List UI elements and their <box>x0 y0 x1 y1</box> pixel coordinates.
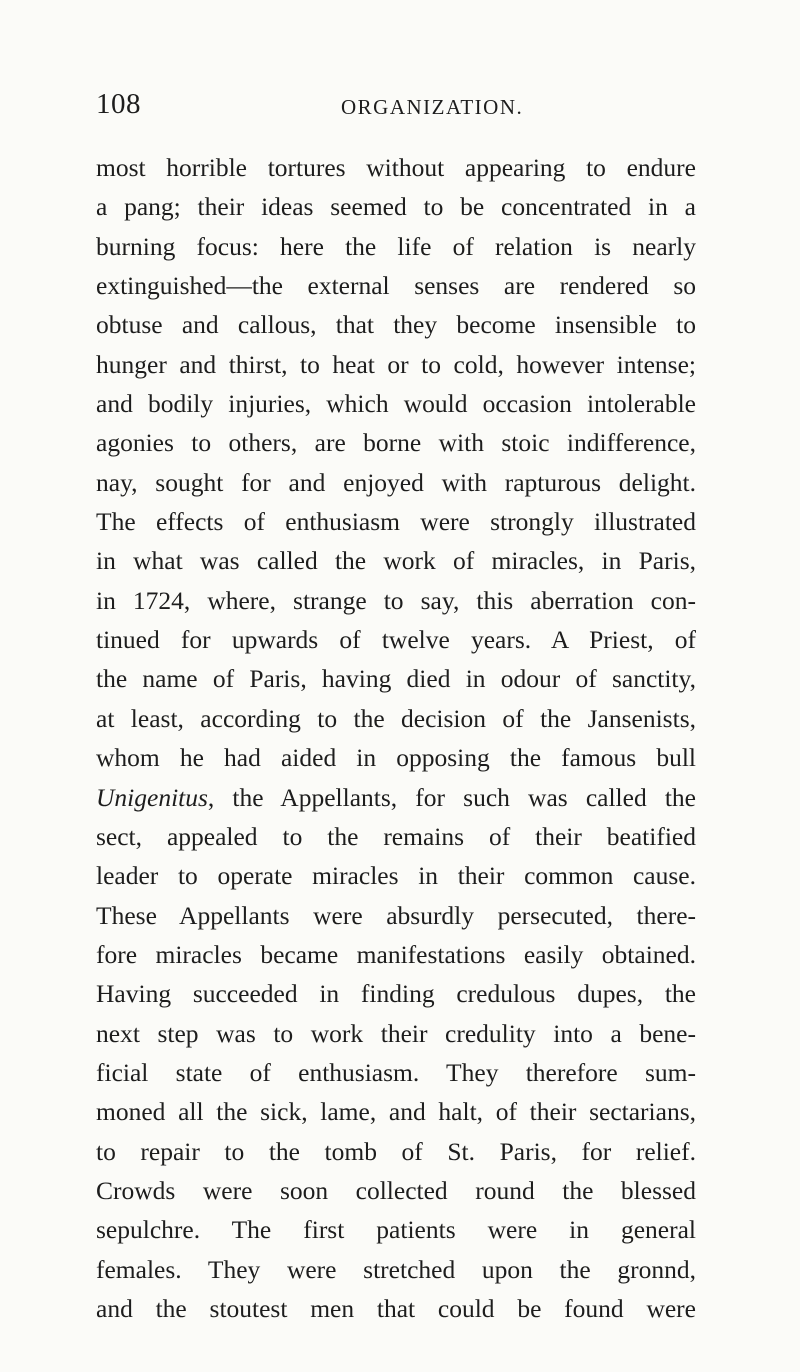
text-span: leader to operate miracles in their common cause. <box>96 861 696 891</box>
text-line <box>96 1210 696 1249</box>
text-line <box>96 187 696 226</box>
text-span: extinguished—the external senses are rendered so <box>96 271 696 301</box>
page-number: 108 <box>96 88 141 120</box>
text-line <box>96 541 696 580</box>
text-line <box>96 266 696 305</box>
text-line <box>96 817 696 856</box>
text-span: sepulchre. The first patients were in general <box>96 1215 696 1245</box>
text-line <box>96 738 696 777</box>
text-line <box>96 935 696 974</box>
text-span: and the stoutest men that could be found were <box>96 1293 696 1323</box>
text-span: the name of Paris, having died in odour of sanctity, <box>96 664 696 694</box>
page-header <box>96 84 696 124</box>
running-head: ORGANIZATION. <box>341 95 524 119</box>
text-span: tinued for upwards of twelve years. A Priest, of <box>96 625 696 655</box>
text-span: burning focus: here the life of relation is nearly <box>96 231 696 261</box>
text-span: in 1724, where, strange to say, this aberration con- <box>96 585 696 615</box>
text-span: moned all the sick, lame, and halt, of their sectarians, <box>96 1097 696 1127</box>
text-line <box>96 1053 696 1092</box>
text-span: obtuse and callous, that they become insensible to <box>96 310 696 340</box>
text-line <box>96 659 696 698</box>
text-span: , the Appellants, for such was called the <box>207 782 696 812</box>
text-line <box>96 345 696 384</box>
text-span: These Appellants were absurdly persecuted, there- <box>96 900 696 930</box>
italic-text: Unigenitus <box>96 782 208 812</box>
text-span: hunger and thirst, to heat or to cold, however intense; <box>96 349 696 379</box>
text-line <box>96 1132 696 1171</box>
text-line <box>96 1092 696 1131</box>
text-line <box>96 699 696 738</box>
text-line <box>96 974 696 1013</box>
text-span: ficial state of enthusiasm. They therefore sum- <box>96 1057 696 1087</box>
text-line <box>96 305 696 344</box>
text-line <box>96 384 696 423</box>
text-span: females. They were stretched upon the gronnd, <box>96 1254 696 1284</box>
text-span: nay, sought for and enjoyed with rapturous delight. <box>96 467 696 497</box>
text-line <box>96 502 696 541</box>
text-line <box>96 581 696 620</box>
text-line <box>96 1014 696 1053</box>
text-span: most horrible tortures without appearing to endure <box>96 153 696 182</box>
text-span: Having succeeded in finding credulous dupes, the <box>96 979 696 1009</box>
text-span: whom he had aided in opposing the famous bull <box>96 743 696 773</box>
text-span: a pang; their ideas seemed to be concentrated in a <box>96 192 696 222</box>
text-line <box>96 1250 696 1289</box>
text-span: agonies to others, are borne with stoic indifference, <box>96 428 696 458</box>
text-line <box>96 423 696 462</box>
text-line <box>96 778 696 817</box>
text-line <box>96 227 696 266</box>
text-line <box>96 856 696 895</box>
text-span: The effects of enthusiasm were strongly illustrated <box>96 507 696 537</box>
text-span: at least, according to the decision of the Jansenists, <box>96 703 696 733</box>
text-span: sect, appealed to the remains of their beatified <box>96 821 696 851</box>
text-line <box>96 1289 696 1328</box>
text-line <box>96 896 696 935</box>
body-text <box>96 148 696 1328</box>
text-span: next step was to work their credulity into a bene- <box>96 1018 696 1048</box>
text-span: fore miracles became manifestations easily obtained. <box>96 939 696 969</box>
text-span: Crowds were soon collected round the blessed <box>96 1175 696 1205</box>
text-line <box>96 148 696 187</box>
text-span: and bodily injuries, which would occasion intolerable <box>96 389 696 419</box>
text-line <box>96 1171 696 1210</box>
text-span: to repair to the tomb of St. Paris, for relief. <box>96 1136 696 1166</box>
text-line <box>96 620 696 659</box>
text-line <box>96 463 696 502</box>
text-span: in what was called the work of miracles, in Paris, <box>96 546 696 576</box>
